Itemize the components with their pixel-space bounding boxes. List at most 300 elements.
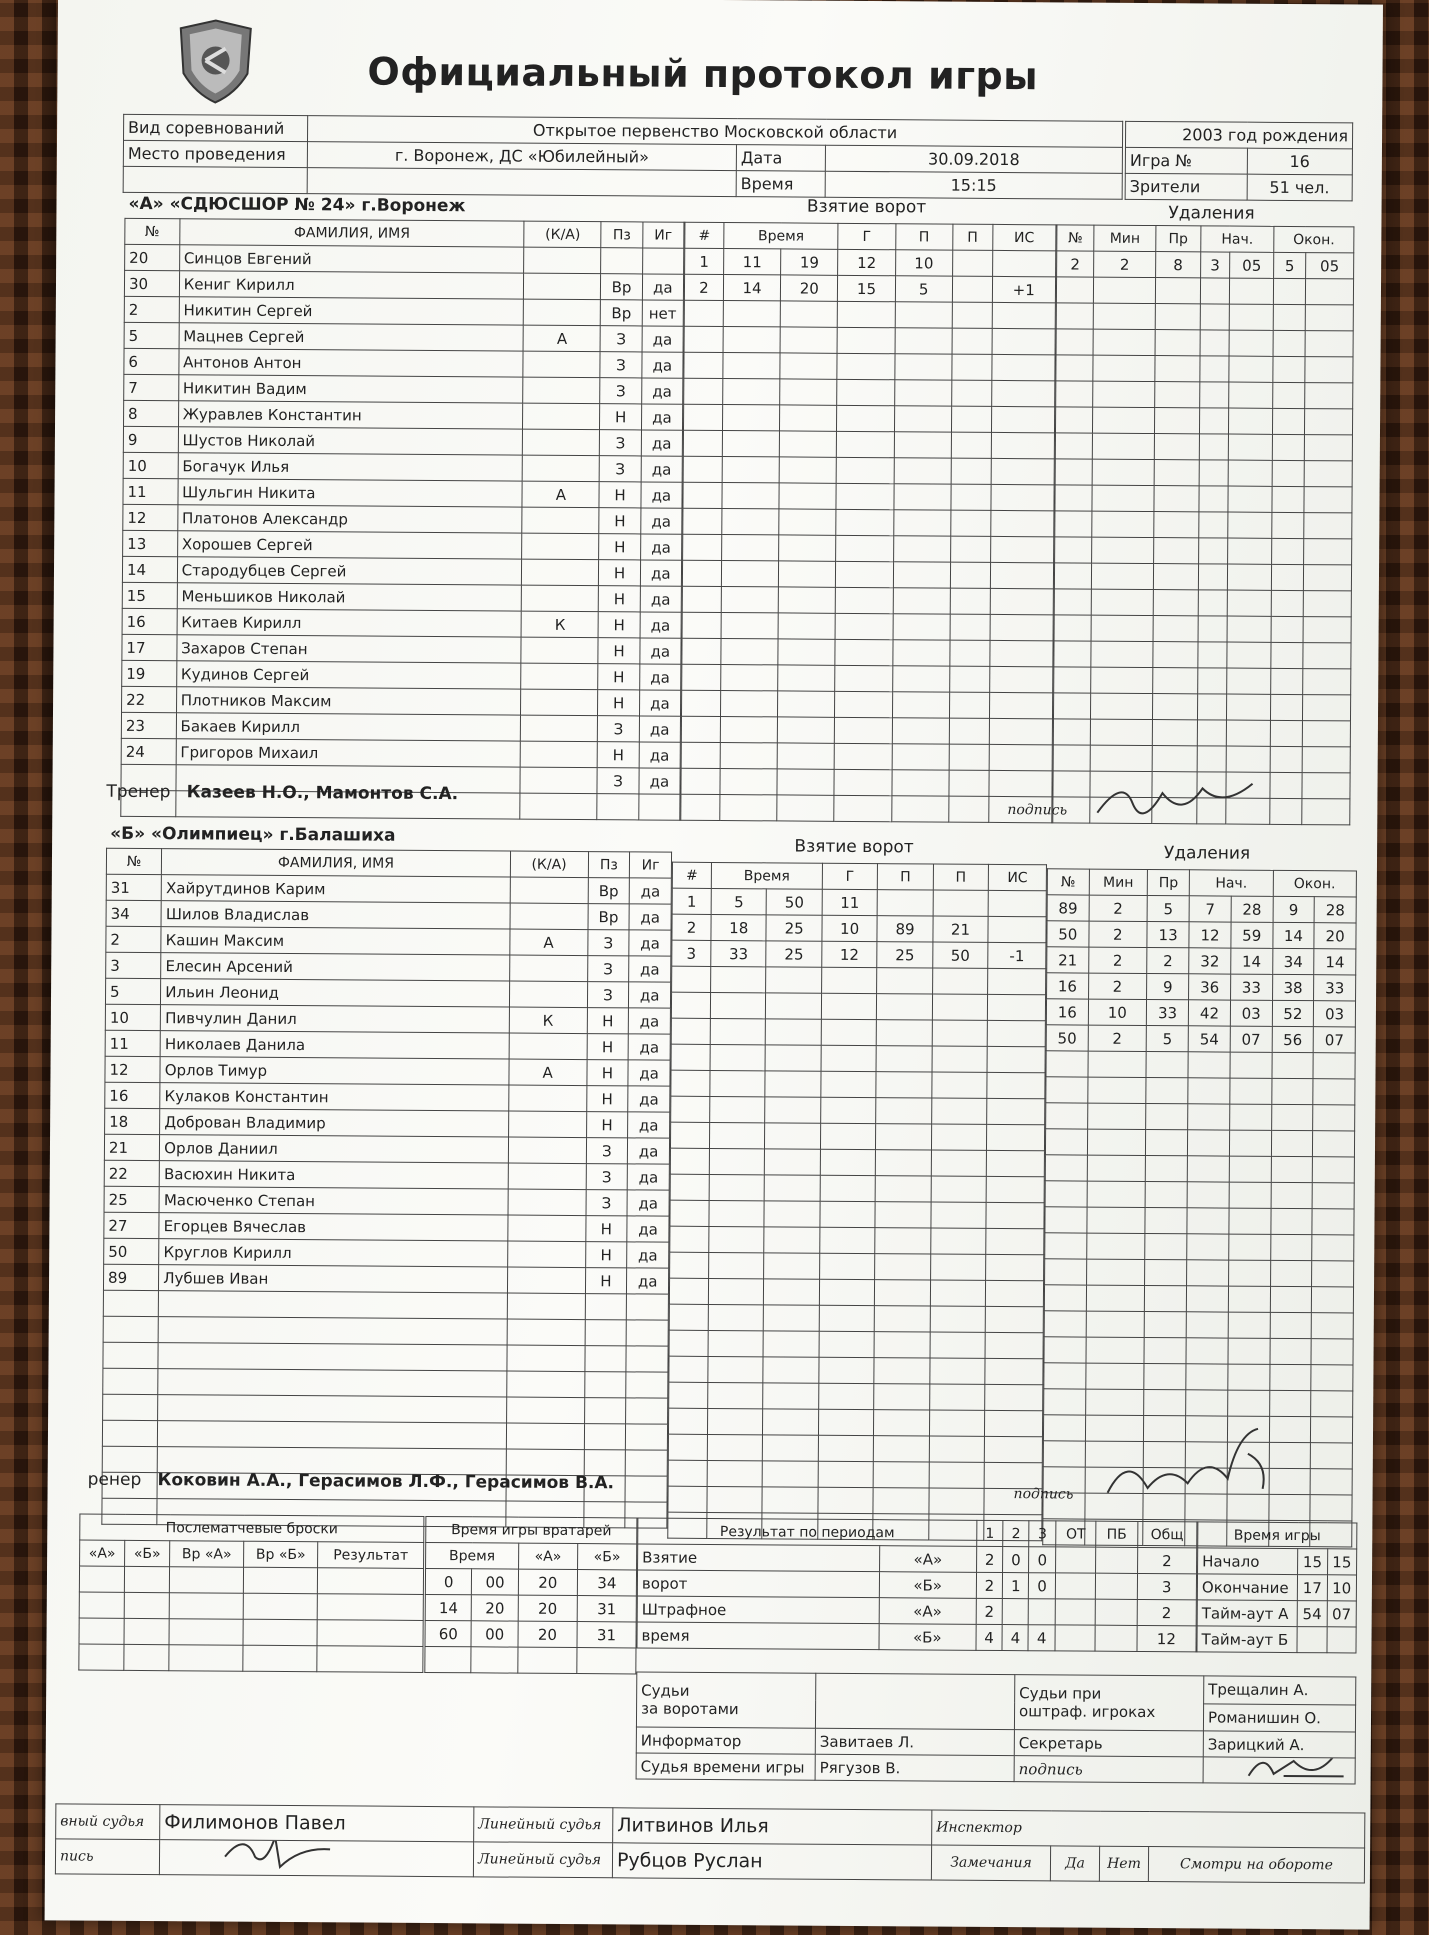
table-cell <box>989 744 1053 770</box>
table-cell <box>1271 590 1303 616</box>
table-cell <box>1198 642 1227 668</box>
team-b-roster <box>101 848 672 1529</box>
player-position: Вр <box>588 904 630 930</box>
table-cell <box>103 1290 158 1316</box>
table-cell <box>1145 1155 1187 1181</box>
table-cell <box>709 1200 765 1226</box>
table-cell <box>668 1434 707 1460</box>
table-cell <box>670 1122 709 1148</box>
table-cell <box>169 1619 243 1646</box>
table-cell <box>1055 537 1092 563</box>
table-cell <box>819 1357 875 1383</box>
table-cell <box>778 587 835 613</box>
secretary-label: Секретарь <box>1014 1730 1203 1757</box>
player-position: З <box>600 326 641 352</box>
table-cell <box>1155 278 1200 304</box>
table-cell <box>987 1046 1045 1072</box>
table-cell <box>1055 433 1092 459</box>
informer-value: Завитаев Л. <box>815 1728 1014 1755</box>
player-name: Елесин Арсений <box>161 953 510 981</box>
table-cell <box>892 770 949 796</box>
table-cell <box>1054 615 1091 641</box>
col-pen-start: Нач. <box>1189 870 1273 897</box>
table-cell <box>1271 1078 1313 1104</box>
table-cell <box>951 510 991 536</box>
table-cell <box>985 1384 1043 1410</box>
game-time-hour <box>1297 1627 1327 1653</box>
table-cell <box>766 967 822 993</box>
player-name: Синцов Евгений <box>179 245 524 273</box>
table-cell <box>1092 511 1154 537</box>
table-cell <box>834 769 891 795</box>
table-cell <box>669 1278 708 1304</box>
table-cell <box>723 327 780 353</box>
table-cell <box>1305 305 1353 331</box>
pen-reason: 9 <box>1147 973 1189 999</box>
goals-b-period: 0 <box>1029 1573 1055 1599</box>
table-row <box>104 1238 669 1268</box>
table-cell <box>985 1410 1043 1436</box>
table-cell <box>992 302 1056 328</box>
player-position: З <box>587 982 629 1008</box>
goal-assist-2 <box>952 276 992 302</box>
table-cell <box>169 1645 243 1672</box>
goalie-second: 20 <box>472 1595 519 1621</box>
player-position: Н <box>586 1086 628 1112</box>
goal-minute: 5 <box>711 888 767 914</box>
goal-second: 20 <box>781 275 838 301</box>
table-cell <box>929 1384 985 1410</box>
col-goal: Г <box>838 223 895 249</box>
table-cell <box>669 1304 708 1330</box>
table-cell <box>1269 1390 1311 1416</box>
table-cell <box>1053 745 1090 771</box>
table-cell <box>875 1176 931 1202</box>
table-row <box>123 426 682 456</box>
player-position: З <box>586 1138 628 1164</box>
table-cell <box>873 1488 929 1514</box>
table-cell <box>1199 486 1228 512</box>
table-cell <box>1188 1130 1230 1156</box>
table-row <box>426 1516 637 1543</box>
table-cell <box>318 1568 424 1595</box>
table-cell <box>1055 485 1092 511</box>
table-cell <box>821 1071 877 1097</box>
table-row <box>670 1174 1044 1203</box>
table-row <box>1054 589 1351 617</box>
table-cell <box>837 405 894 431</box>
table-cell <box>1056 303 1093 329</box>
goals-b-period <box>1096 1573 1137 1599</box>
team-b-coach-label: ренер <box>87 1469 142 1490</box>
table-row <box>681 716 1052 745</box>
table-cell <box>891 796 948 822</box>
table-cell <box>1304 487 1352 513</box>
pen-reason: 2 <box>1147 948 1189 974</box>
table-row <box>684 326 1055 355</box>
table-cell <box>820 1123 876 1149</box>
table-row <box>1047 921 1356 949</box>
player-played: да <box>627 1242 669 1268</box>
table-cell <box>820 1201 876 1227</box>
table-cell <box>929 1488 985 1514</box>
player-position: З <box>597 768 638 794</box>
table-cell <box>876 1072 932 1098</box>
period-results-table <box>636 1517 1197 1652</box>
table-cell <box>1145 1207 1187 1233</box>
table-cell <box>991 380 1055 406</box>
pen-end-sec: 05 <box>1305 253 1353 279</box>
table-cell <box>1228 408 1272 434</box>
table-row <box>1047 973 1356 1001</box>
table-cell <box>837 379 894 405</box>
table-cell <box>1155 408 1200 434</box>
player-name: Хайрутдинов Карим <box>161 875 510 903</box>
player-role <box>522 507 599 534</box>
goal-judges-label-1: Судьи <box>641 1681 690 1700</box>
table-row <box>637 1596 1196 1626</box>
table-cell <box>584 1398 626 1424</box>
table-cell <box>1093 277 1155 303</box>
table-cell <box>1228 1312 1270 1338</box>
table-cell <box>1054 667 1091 693</box>
timekeeper-value: Рягузов В. <box>815 1754 1014 1781</box>
table-cell <box>720 717 777 743</box>
table-cell <box>780 431 837 457</box>
goals-b-period <box>1055 1573 1096 1599</box>
table-row <box>669 1356 1043 1385</box>
player-played: да <box>628 1112 670 1138</box>
team-a-penalties-title: Удаления <box>1168 203 1255 224</box>
table-cell <box>1053 719 1090 745</box>
table-cell <box>777 743 834 769</box>
table-cell <box>765 1149 821 1175</box>
table-cell <box>989 640 1053 666</box>
table-cell <box>931 1202 987 1228</box>
table-cell <box>1200 330 1229 356</box>
table-row <box>122 582 681 612</box>
table-row <box>1044 1311 1353 1339</box>
table-cell <box>158 1395 507 1423</box>
table-cell <box>682 560 721 586</box>
table-cell <box>892 640 949 666</box>
player-number: 2 <box>106 926 161 952</box>
table-cell <box>1226 694 1270 720</box>
table-row <box>683 430 1054 459</box>
player-position: Н <box>598 638 639 664</box>
table-row <box>104 1212 669 1242</box>
table-row <box>122 660 681 690</box>
table-row <box>668 1460 1042 1489</box>
table-cell <box>1302 695 1350 721</box>
table-cell <box>243 1619 317 1646</box>
table-cell <box>1055 407 1092 433</box>
table-cell <box>1226 746 1270 772</box>
table-cell <box>1229 304 1273 330</box>
table-cell <box>1054 563 1091 589</box>
player-number: 7 <box>124 374 179 400</box>
table-cell <box>1229 356 1273 382</box>
game-time-label: Тайм-аут Б <box>1197 1626 1297 1653</box>
table-cell <box>1092 485 1154 511</box>
table-cell <box>1087 1103 1146 1129</box>
player-position: Вр <box>601 274 642 300</box>
player-played: да <box>628 1138 670 1164</box>
table-cell <box>892 666 949 692</box>
col-ka: (К/А) <box>510 851 588 878</box>
table-cell <box>834 795 891 821</box>
table-cell <box>894 380 951 406</box>
competition-label: Вид соревнований <box>124 114 308 141</box>
table-cell <box>876 1150 932 1176</box>
player-role <box>508 1189 586 1216</box>
goal-scorer: 11 <box>822 889 878 915</box>
table-cell <box>1145 1181 1187 1207</box>
table-cell <box>778 691 835 717</box>
table-row <box>685 248 1056 277</box>
table-row <box>103 1368 668 1398</box>
table-cell <box>1187 1286 1229 1312</box>
goalie-col-a: «А» <box>518 1543 577 1569</box>
player-number: 2 <box>124 296 179 322</box>
player-role <box>510 903 588 930</box>
table-row <box>672 888 1046 917</box>
table-cell <box>1187 1156 1229 1182</box>
table-cell <box>1227 668 1271 694</box>
pen-player: 16 <box>1046 999 1088 1025</box>
goal-minute: 14 <box>723 275 780 301</box>
team-a-sign-label: подпись <box>1007 802 1068 819</box>
table-row <box>685 222 1056 251</box>
table-cell <box>1228 1260 1270 1286</box>
player-number: 27 <box>104 1212 159 1238</box>
player-name: Журавлев Константин <box>178 401 523 429</box>
table-cell <box>818 1461 874 1487</box>
table-row <box>104 1160 669 1190</box>
player-position: З <box>586 1190 628 1216</box>
player-position: Н <box>598 742 639 768</box>
period-col: 3 <box>1029 1521 1055 1547</box>
table-cell <box>1229 1208 1271 1234</box>
player-name: Ильин Леонид <box>161 979 510 1007</box>
table-cell <box>708 1304 764 1330</box>
player-role: К <box>521 611 598 638</box>
player-role: А <box>510 929 588 956</box>
table-cell <box>1152 746 1197 772</box>
pen-start-sec: 03 <box>1230 1000 1272 1026</box>
pen-end-min: 5 <box>1274 252 1306 278</box>
table-cell <box>874 1410 930 1436</box>
periods-title: Результат по периодам <box>638 1518 977 1546</box>
table-row <box>105 978 670 1008</box>
table-row <box>1044 1337 1353 1365</box>
table-cell <box>684 326 723 352</box>
player-played: да <box>641 404 682 430</box>
player-position: З <box>600 378 641 404</box>
table-row <box>670 1200 1044 1229</box>
table-row <box>1046 999 1355 1027</box>
table-cell <box>780 301 837 327</box>
table-row <box>1056 329 1353 357</box>
goalie-minute: 14 <box>425 1594 472 1620</box>
table-cell <box>682 612 721 638</box>
table-cell <box>1303 565 1351 591</box>
table-cell <box>1145 1259 1187 1285</box>
player-name: Лубшев Иван <box>159 1265 508 1293</box>
player-played: да <box>640 638 681 664</box>
player-role <box>522 585 599 612</box>
table-cell <box>1091 641 1153 667</box>
table-row <box>668 1408 1042 1437</box>
table-cell <box>709 1122 765 1148</box>
table-cell <box>471 1647 518 1673</box>
table-cell <box>1187 1208 1229 1234</box>
player-played: да <box>627 1268 669 1294</box>
table-row <box>124 270 683 300</box>
table-cell <box>877 968 933 994</box>
pen-end-min: 14 <box>1273 922 1315 948</box>
table-cell <box>722 483 779 509</box>
player-name: Кудинов Сергей <box>176 661 521 689</box>
pen-start-sec: 05 <box>1230 252 1274 278</box>
table-cell <box>1045 1155 1087 1181</box>
table-cell <box>103 1394 158 1420</box>
player-role <box>508 1137 586 1164</box>
table-cell <box>159 1291 508 1319</box>
player-role <box>521 663 598 690</box>
table-cell <box>892 692 949 718</box>
player-name: Платонов Александр <box>177 505 522 533</box>
table-cell <box>1273 304 1305 330</box>
pen-reason: 13 <box>1147 922 1189 948</box>
table-row <box>683 508 1054 537</box>
table-row <box>105 1056 670 1086</box>
table-cell <box>986 1202 1044 1228</box>
table-cell <box>1091 563 1153 589</box>
table-cell <box>1311 1365 1353 1391</box>
col-ig: Иг <box>630 852 672 878</box>
pen-end-sec: 14 <box>1314 949 1356 975</box>
table-cell <box>626 1372 668 1398</box>
game-time-label: Начало <box>1198 1548 1298 1575</box>
table-cell <box>1228 512 1272 538</box>
game-time-label: Тайм-аут А <box>1197 1600 1297 1627</box>
player-number: 14 <box>122 556 177 582</box>
goal-scorer: 12 <box>822 941 878 967</box>
table-row <box>682 586 1053 615</box>
table-cell <box>722 431 779 457</box>
table-cell <box>949 796 989 822</box>
table-row <box>1047 947 1356 975</box>
goals-a-period <box>1096 1547 1137 1573</box>
table-cell <box>932 994 988 1020</box>
table-cell <box>1271 642 1303 668</box>
pen-end-sec: 20 <box>1314 923 1356 949</box>
goalie-a: 20 <box>518 1569 577 1595</box>
goal-scorer: 10 <box>822 915 878 941</box>
table-cell <box>1045 1129 1087 1155</box>
player-number: 9 <box>123 426 178 452</box>
goals-b-period: 2 <box>976 1572 1002 1598</box>
pim-a-period <box>1029 1599 1055 1625</box>
table-cell <box>1200 304 1229 330</box>
table-row <box>1044 1389 1353 1417</box>
goalie-col-time: Время <box>426 1542 519 1569</box>
table-cell <box>1054 589 1091 615</box>
table-cell <box>683 430 722 456</box>
player-name: Антонов Антон <box>179 349 524 377</box>
table-cell <box>721 639 778 665</box>
col-assist-1: П <box>895 224 952 250</box>
table-cell <box>1044 1389 1086 1415</box>
table-cell <box>1303 591 1351 617</box>
player-role <box>508 1111 586 1138</box>
table-row <box>683 482 1054 511</box>
table-cell <box>1270 746 1302 772</box>
table-cell <box>892 744 949 770</box>
header-table <box>123 114 1124 200</box>
table-row <box>103 1342 668 1372</box>
player-number: 11 <box>123 478 178 504</box>
player-position: З <box>587 930 629 956</box>
table-cell <box>821 1019 877 1045</box>
player-position: Н <box>587 1008 629 1034</box>
table-cell <box>820 1175 876 1201</box>
table-cell <box>835 743 892 769</box>
table-cell <box>1274 278 1306 304</box>
table-row <box>670 1122 1044 1151</box>
goal-assist-1: 5 <box>895 276 952 302</box>
player-name: Китаев Кирилл <box>177 609 522 637</box>
table-row <box>670 1226 1044 1255</box>
table-cell <box>835 691 892 717</box>
pen-reason: 8 <box>1156 252 1201 278</box>
table-row <box>682 560 1053 589</box>
table-cell <box>1304 409 1352 435</box>
goal-assist-2: 21 <box>933 916 989 942</box>
table-row <box>426 1542 637 1569</box>
table-row <box>1045 1129 1354 1157</box>
table-cell <box>1056 329 1093 355</box>
table-cell <box>1144 1311 1186 1337</box>
table-cell <box>708 1382 764 1408</box>
player-name: Шустов Николай <box>178 427 523 455</box>
table-cell <box>1303 643 1351 669</box>
table-cell <box>585 1320 627 1346</box>
player-name: Богачук Илья <box>178 453 523 481</box>
table-cell <box>1197 746 1226 772</box>
player-played: да <box>639 716 680 742</box>
pen-start-sec: 14 <box>1231 948 1273 974</box>
table-cell <box>988 968 1046 994</box>
player-role <box>523 351 600 378</box>
player-name: Захаров Степан <box>177 635 522 663</box>
pen-minutes: 2 <box>1089 921 1148 947</box>
table-cell <box>951 432 991 458</box>
player-name: Кениг Кирилл <box>179 271 524 299</box>
table-row <box>1197 1574 1356 1601</box>
main-referee-label: вный судья <box>56 1804 160 1840</box>
table-cell <box>1146 1129 1188 1155</box>
shootout-title: Послематчевые броски <box>80 1514 424 1542</box>
table-cell <box>1198 538 1227 564</box>
table-cell <box>1153 694 1198 720</box>
table-cell <box>986 1150 1044 1176</box>
table-cell <box>988 994 1046 1020</box>
table-cell <box>1200 278 1229 304</box>
table-cell <box>723 379 780 405</box>
player-number: 24 <box>121 738 176 764</box>
